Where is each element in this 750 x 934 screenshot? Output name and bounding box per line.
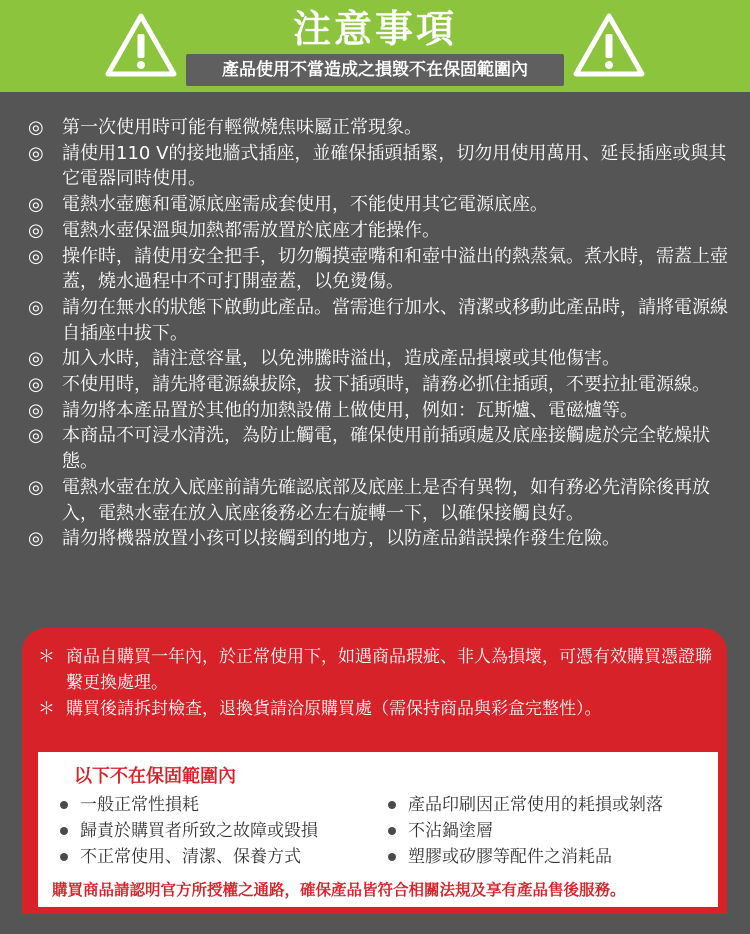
list-item <box>388 792 663 818</box>
circle-marker-icon: ◎ <box>28 348 44 370</box>
exclusion-text: 產品印刷因正常使用的耗損或剝落 <box>408 795 663 815</box>
bullet-icon <box>60 827 68 835</box>
circle-marker-icon: ◎ <box>28 194 44 216</box>
list-item <box>28 346 728 372</box>
exclusions-right-column <box>388 792 663 870</box>
list-item <box>60 818 318 844</box>
header-banner <box>0 0 750 92</box>
list-item <box>28 115 728 141</box>
bullet-icon <box>388 853 396 861</box>
list-item <box>28 475 728 526</box>
notes-list <box>28 115 728 552</box>
list-item <box>388 844 663 870</box>
bullet-icon <box>388 827 396 835</box>
page-subtitle: 產品使用不當造成之損毀不在保固範圍內 <box>222 60 528 80</box>
exclusions-left-column <box>60 792 318 870</box>
subtitle-bar <box>186 54 564 86</box>
warranty-text: 商品自購買一年內，於正常使用下，如遇商品瑕疵、非人為損壞，可憑有效購買憑證聯繫更換處理。 <box>66 647 712 693</box>
circle-marker-icon: ◎ <box>28 245 44 267</box>
list-item <box>38 644 718 696</box>
list-item <box>28 244 728 295</box>
footer-note: 購買商品請認明官方所授權之通路，確保產品皆符合相關法規及享有產品售後服務。 <box>52 881 626 899</box>
list-item <box>60 844 318 870</box>
note-text: 不使用時，請先將電源線拔除，拔下插頭時，請務必抓住插頭，不要拉扯電源線。 <box>62 374 710 396</box>
list-item <box>28 141 728 192</box>
note-text: 請使用110 V的接地牆式插座，並確保插頭插緊，切勿用使用萬用、延長插座或與其它電器同時使用。 <box>62 142 727 190</box>
exclusion-text: 塑膠或矽膠等配件之消耗品 <box>408 847 612 867</box>
note-text: 電熱水壺應和電源底座需成套使用，不能使用其它電源底座。 <box>62 194 548 216</box>
exclusion-text: 不沾鍋塗層 <box>408 821 493 841</box>
page-title: 注意事項 <box>292 7 457 51</box>
circle-marker-icon: ◎ <box>28 142 44 164</box>
circle-marker-icon: ◎ <box>28 399 44 421</box>
note-text: 本商品不可浸水清洗，為防止觸電，確保使用前插頭處及底座接觸處於完全乾燥狀態。 <box>62 425 710 473</box>
list-item <box>60 792 318 818</box>
list-item <box>28 423 728 474</box>
note-text: 加入水時，請注意容量，以免沸騰時溢出，造成產品損壞或其他傷害。 <box>62 348 620 370</box>
warranty-list <box>38 644 718 722</box>
asterisk-icon: ＊ <box>38 647 55 667</box>
exclusion-text: 歸責於購買者所致之故障或毀損 <box>80 821 318 841</box>
exclusions-panel <box>38 752 718 907</box>
list-item <box>28 526 728 552</box>
note-text: 電熱水壺在放入底座前請先確認底部及底座上是否有異物，如有務必先清除後再放入，電熱水壺在放入底座後務必左右旋轉一下，以確保接觸良好。 <box>62 476 710 524</box>
warranty-text: 購買後請拆封檢查，退換貨請洽原購買處（需保持商品與彩盒完整性）。 <box>66 699 602 719</box>
note-text: 操作時，請使用安全把手，切勿觸摸壺嘴和和壺中溢出的熱蒸氣。煮水時，需蓋上壺蓋，燒水過程中不可打開壺蓋，以免燙傷。 <box>62 245 728 293</box>
bullet-icon <box>388 801 396 809</box>
warning-triangle-icon <box>572 12 646 78</box>
bullet-icon <box>60 853 68 861</box>
list-item <box>28 218 728 244</box>
circle-marker-icon: ◎ <box>28 374 44 396</box>
note-text: 請勿將本產品置於其他的加熱設備上做使用，例如：瓦斯爐、電磁爐等。 <box>62 399 638 421</box>
list-item <box>28 295 728 346</box>
circle-marker-icon: ◎ <box>28 219 44 241</box>
asterisk-icon: ＊ <box>38 699 55 719</box>
list-item <box>38 696 718 722</box>
list-item <box>388 818 663 844</box>
bullet-icon <box>60 801 68 809</box>
circle-marker-icon: ◎ <box>28 425 44 447</box>
note-text: 第一次使用時可能有輕微燒焦味屬正常現象。 <box>62 117 422 138</box>
list-item <box>28 398 728 424</box>
note-text: 請勿在無水的狀態下啟動此產品。當需進行加水、清潔或移動此產品時，請將電源線自插座中拔下。 <box>62 296 728 344</box>
exclusion-text: 不正常使用、清潔、保養方式 <box>80 847 301 867</box>
exclusions-title: 以下不在保固範圍內 <box>74 766 236 787</box>
circle-marker-icon: ◎ <box>28 476 44 498</box>
circle-marker-icon: ◎ <box>28 528 44 550</box>
list-item <box>28 192 728 218</box>
list-item <box>28 372 728 398</box>
exclusion-text: 一般正常性損耗 <box>80 795 199 815</box>
note-text: 請勿將機器放置小孩可以接觸到的地方，以防產品錯誤操作發生危險。 <box>62 528 620 550</box>
circle-marker-icon: ◎ <box>28 296 44 318</box>
note-text: 電熱水壺保溫與加熱都需放置於底座才能操作。 <box>62 219 440 241</box>
circle-marker-icon: ◎ <box>28 117 44 138</box>
